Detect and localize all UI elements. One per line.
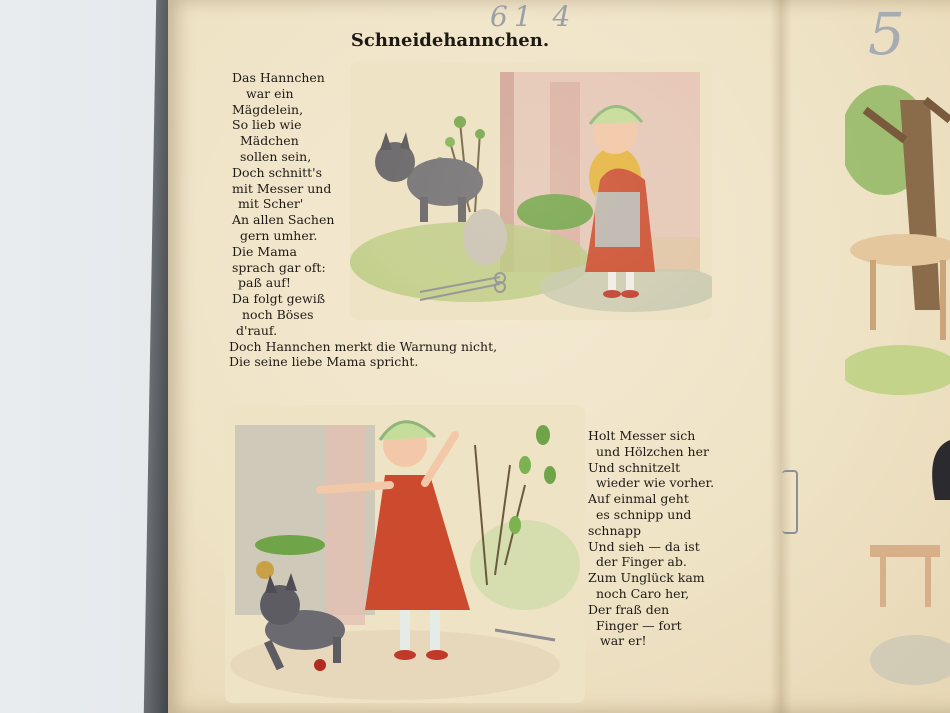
poem-line: An allen Sachen xyxy=(232,212,335,228)
poem-line: Doch schnitt's xyxy=(232,164,322,180)
poem-line: wieder wie vorher. xyxy=(596,475,715,491)
poem-line: gern umher. xyxy=(240,227,318,243)
girl-whittling-with-dog-icon xyxy=(350,62,712,320)
poem-line: sprach gar oft: xyxy=(232,259,326,275)
poem-line: sollen sein, xyxy=(240,148,312,164)
poem-line: Finger — fort xyxy=(596,617,682,633)
poem-line: und Hölzchen her xyxy=(596,443,709,459)
poem-line: Holt Messer sich xyxy=(588,428,696,443)
poem-line: Die seine liebe Mama spricht. xyxy=(229,354,419,370)
page-title: Schneidehannchen. xyxy=(350,30,550,51)
poem-line: Da folgt gewiß xyxy=(232,291,326,307)
poem-line: So lieb wie xyxy=(232,117,302,133)
poem-line: Und sieh — da ist xyxy=(588,538,700,554)
poem-line: mit Scher' xyxy=(238,196,304,212)
poem-line: der Finger ab. xyxy=(596,554,687,570)
poem-line: noch Caro her, xyxy=(596,585,690,601)
pencil-note-top: 61 4 xyxy=(490,0,577,33)
poem-line: war ein xyxy=(246,85,294,101)
poem-line: Auf einmal geht xyxy=(588,491,689,507)
poem-line: d'rauf. xyxy=(236,322,278,338)
poem-line: schnapp xyxy=(588,522,641,538)
poem-line: war er! xyxy=(600,633,647,649)
poem-line: Die Mama xyxy=(232,243,297,259)
poem-line: noch Böses xyxy=(242,306,314,322)
poem-line: paß auf! xyxy=(238,275,291,291)
poem-line: Und schnitzelt xyxy=(588,459,681,475)
page-fold xyxy=(770,0,792,713)
poem-line: Das Hannchen xyxy=(232,70,325,85)
poem-line: Mägdelein, xyxy=(232,101,304,117)
tree-and-table-partial-icon xyxy=(845,80,950,713)
poem-line: es schnipp und xyxy=(596,506,692,522)
binding-staple xyxy=(782,470,798,534)
pencil-note-right: 5 xyxy=(868,0,905,68)
girl-crying-dog-with-finger-icon xyxy=(225,405,585,703)
poem-line: Mädchen xyxy=(240,133,299,149)
poem-line: Der fraß den xyxy=(588,601,670,617)
poem-line: Zum Unglück kam xyxy=(588,570,705,586)
poem-line: Doch Hannchen merkt die Warnung nicht, xyxy=(229,338,498,354)
poem-stanza-bottom xyxy=(588,428,714,649)
poem-line: mit Messer und xyxy=(232,180,332,196)
